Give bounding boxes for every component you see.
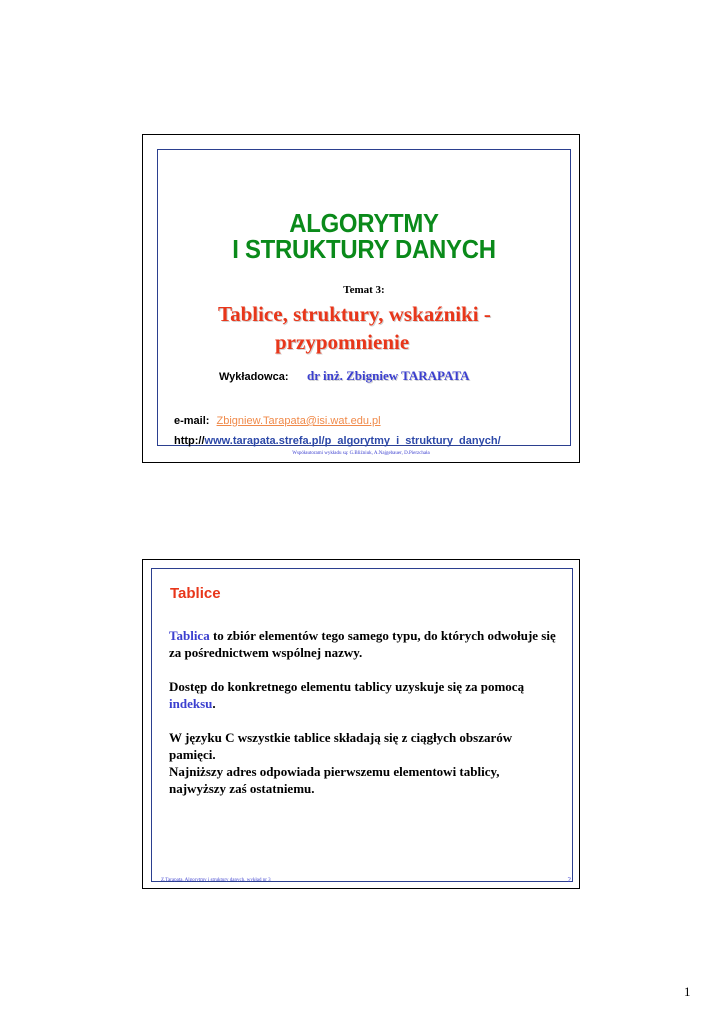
- slide-2-title: Tablice: [170, 585, 221, 602]
- url-row: [174, 435, 501, 447]
- memory-text-2: Najniższy adres odpowiada pierwszemu elementowi tablicy, najwyższy zaś ostatniemu.: [169, 764, 500, 796]
- access-text: Dostęp do konkretnego elementu tablicy uzyskuje się za pomocą: [169, 679, 525, 694]
- definition-text: to zbiór elementów tego samego typu, do których odwołuje się: [209, 628, 556, 643]
- paragraph-memory: [169, 729, 559, 797]
- lecturer-name: dr inż. Zbigniew TARAPATA: [307, 368, 470, 383]
- memory-text-1: W języku C wszystkie tablice składają się z ciągłych obszarów pamięci.: [169, 730, 513, 762]
- subtitle-line-2: przypomnienie: [275, 330, 410, 354]
- term-indeks: indeksu: [169, 696, 213, 711]
- page-number: 1: [684, 984, 691, 999]
- slide-2: [142, 559, 580, 889]
- co-authors-footnote: Współautorami wykładu są: G.Bliźniuk, A.Najgebauer, D.Pierzchała: [292, 451, 430, 456]
- term-tablica: Tablica: [169, 628, 210, 643]
- slide-1-frame: [157, 149, 571, 446]
- lecturer-label: Wykładowca:: [219, 371, 289, 383]
- email-link[interactable]: Zbigniew.Tarapata@isi.wat.edu.pl: [216, 415, 381, 427]
- paragraph-access: [169, 678, 559, 712]
- slide-2-frame: [151, 568, 573, 882]
- email-label: e-mail:: [174, 415, 210, 427]
- subtitle-line-1: Tablice, struktury, wskaźniki -: [218, 302, 491, 326]
- slide-2-footer: Z.Tarapata, Algorytmy i struktury danych, wykład nr 3: [161, 878, 271, 883]
- url-link[interactable]: www.tarapata.strefa.pl/p_algorytmy_i_struktury_danych/: [204, 435, 501, 447]
- definition-text-2: za pośrednictwem wspólnej nazwy.: [169, 645, 363, 660]
- access-end: .: [212, 696, 216, 711]
- slide-2-number: 2: [567, 876, 571, 884]
- slide-1: [142, 134, 580, 463]
- paragraph-definition: [169, 627, 559, 661]
- slide-title-line-2: I STRUKTURY DANYCH: [232, 234, 496, 264]
- url-prefix: http://: [174, 435, 205, 447]
- slide-title-line-1: ALGORYTMY: [289, 208, 439, 238]
- topic-label: Temat 3:: [343, 284, 385, 296]
- slide-2-body: [169, 627, 559, 814]
- email-row: [174, 415, 381, 427]
